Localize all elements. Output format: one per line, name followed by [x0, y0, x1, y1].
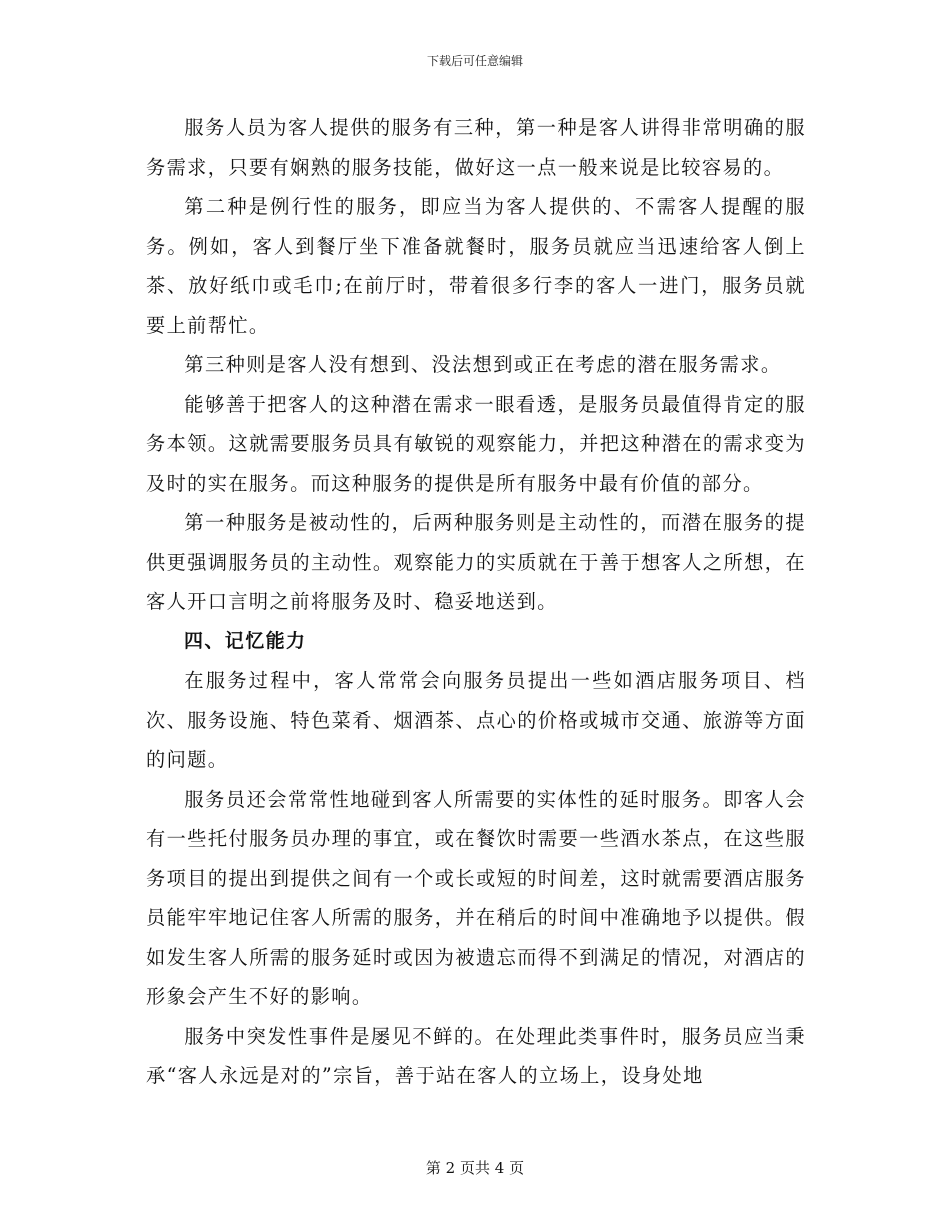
page-header: 下载后可任意编辑 — [426, 54, 523, 68]
paragraph-4: 能够善于把客人的这种潜在需求一眼看透，是服务员最值得肯定的服务本领。这就需要服务员具有敏锐的观察能力，并把这种潜在的需求变为及时的实在服务。而这种服务的提供是所有服务中最有价值的部分。 — [146, 392, 806, 495]
section-heading: 四、记忆能力 — [184, 629, 307, 652]
page-footer: 第 2 页共 4 页 — [425, 1159, 525, 1177]
paragraph-1: 服务人员为客人提供的服务有三种，第一种是客人讲得非常明确的服务需求，只要有娴熟的服务技能，做好这一点一般来说是比较容易的。 — [146, 116, 806, 179]
paragraph-6: 在服务过程中，客人常常会向服务员提出一些如酒店服务项目、档次、服务设施、特色菜肴、烟酒茶、点心的价格或城市交通、旅游等方面的问题。 — [146, 669, 806, 771]
paragraph-2: 第二种是例行性的服务，即应当为客人提供的、不需客人提醒的服务。例如，客人到餐厅坐下准备就餐时，服务员就应当迅速给客人倒上茶、放好纸巾或毛巾;在前厅时，带着很多行李的客人一进门，服务员就要上前帮忙。 — [146, 195, 806, 337]
document-body — [146, 108, 806, 1096]
paragraph-8: 服务中突发性事件是屡见不鲜的。在处理此类事件时，服务员应当秉承“客人永远是对的”宗旨，善于站在客人的立场上，设身处地 — [146, 1024, 806, 1087]
paragraph-3: 第三种则是客人没有想到、没法想到或正在考虑的潜在服务需求。 — [184, 353, 782, 376]
paragraph-7: 服务员还会常常性地碰到客人所需要的实体性的延时服务。即客人会有一些托付服务员办理的事宜，或在餐饮时需要一些酒水茶点，在这些服务项目的提出到提供之间有一个或长或短的时间差，这时就需要酒店服务员能牢牢地记住客人所需的服务，并在稍后的时间中准确地予以提供。假如发生客人所需的服务延时或因为被遗忘而得不到满足的情况，对酒店的形象会产生不好的影响。 — [146, 787, 806, 1008]
paragraph-5: 第一种服务是被动性的，后两种服务则是主动性的，而潜在服务的提供更强调服务员的主动性。观察能力的实质就在于善于想客人之所想，在客人开口言明之前将服务及时、稳妥地送到。 — [146, 511, 806, 613]
